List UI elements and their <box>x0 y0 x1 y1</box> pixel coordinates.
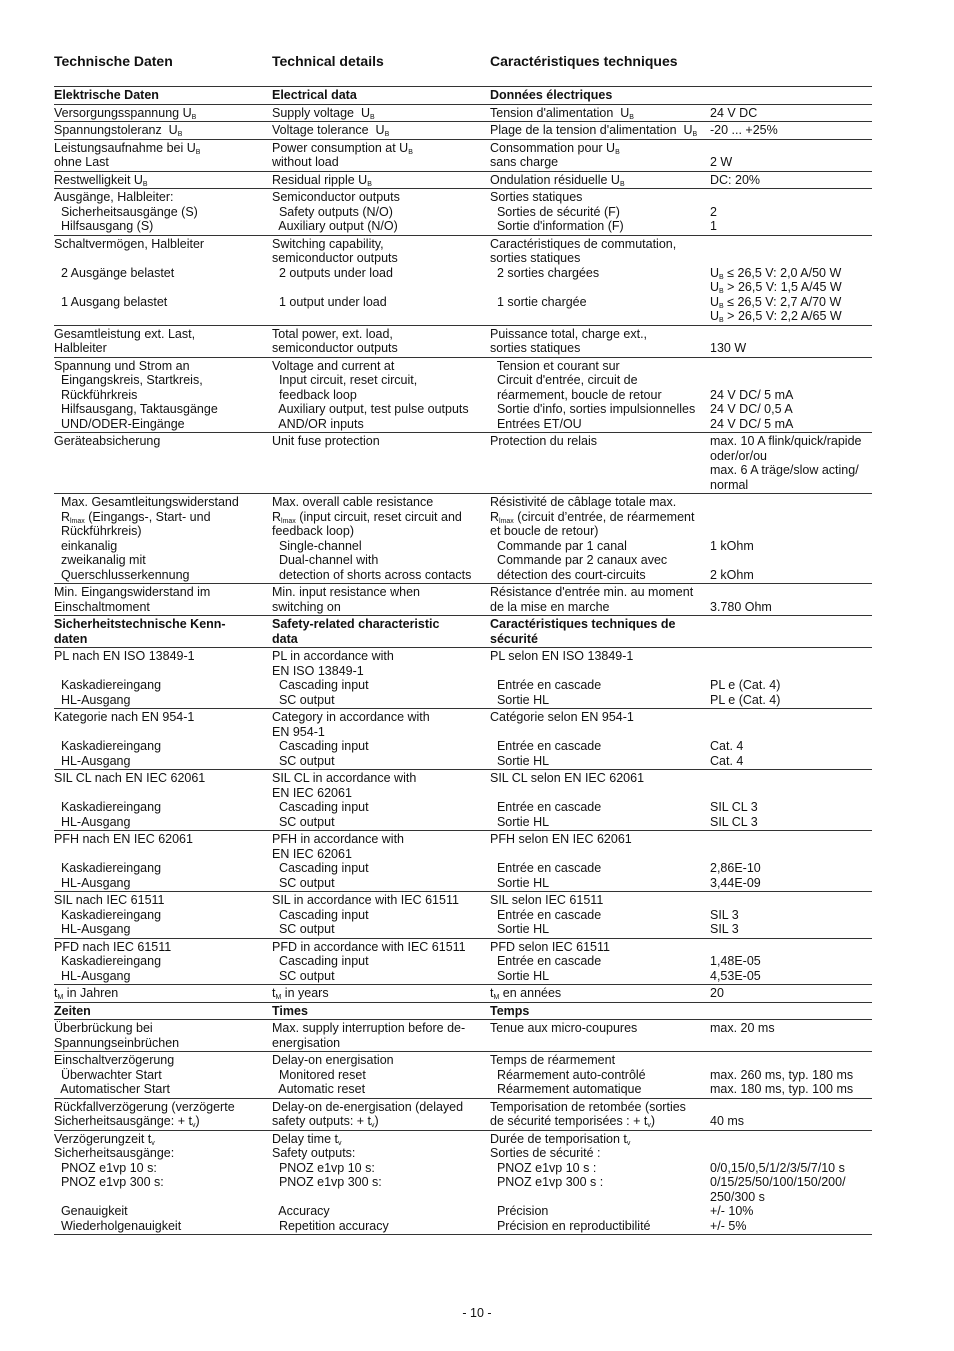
table-row <box>54 1020 872 1052</box>
header-french: Caractéristiques techniques <box>490 53 678 69</box>
cell-french: SIL CL selon EN IEC 62061 Entrée en cascade Sortie HL <box>490 771 645 829</box>
cell-english: SIL in accordance with IEC 61511 Cascading input SC output <box>272 893 459 936</box>
cell-french: PFH selon EN IEC 62061 Entrée en cascade Sortie HL <box>490 832 632 890</box>
table-row <box>54 105 872 123</box>
cell-german: Verzögerungzeit $t_v$ Sicherheitsausgänge: PNOZ e1vp 10 s: PNOZ e1vp 300 s: Genauigkeit Wiederholgenauigkeit <box>54 1131 182 1233</box>
cell-english: Times <box>272 1003 308 1018</box>
cell-value: 0/0,15/0,5/1/2/3/5/7/10 s 0/15/25/50/100/150/200/ 250/300 s +/- 10% +/- 5% <box>710 1160 846 1233</box>
cell-english: Unit fuse protection <box>272 434 380 448</box>
cell-english: Switching capability, semiconductor outputs 2 outputs under load 1 output under load <box>272 236 398 309</box>
cell-value: 1 kOhm 2 kOhm <box>710 538 754 582</box>
cell-value: max. 260 ms, typ. 180 ms max. 180 ms, typ. 100 ms <box>710 1067 854 1096</box>
table-row <box>54 189 872 236</box>
cell-value: Cat. 4 Cat. 4 <box>710 739 744 768</box>
cell-french: $t_M$ en années <box>490 986 562 1001</box>
table-row <box>54 172 872 190</box>
cell-value: 40 ms <box>710 1114 745 1128</box>
cell-english: PL in accordance with EN ISO 13849-1 Cascading input SC output <box>272 649 394 707</box>
table-row <box>54 584 872 616</box>
cell-value <box>710 1004 872 1019</box>
cell-english: SIL CL in accordance with EN IEC 62061 Cascading input SC output <box>272 771 417 829</box>
cell-french: Puissance total, charge ext., sorties statiques <box>490 326 648 355</box>
cell-german: Kategorie nach EN 954-1 Kaskadiereingang HL-Ausgang <box>54 710 195 768</box>
table-row <box>54 1099 872 1131</box>
cell-english: Electrical data <box>272 88 357 102</box>
cell-english: $t_M$ in years <box>272 986 329 1001</box>
table-row <box>54 939 872 986</box>
cell-value: 2 1 <box>710 204 717 233</box>
cell-french: Tension et courant sur Circuit d'entrée, circuit de réarmement, boucle de retour Sortie d'info, sorties impulsionnelles Entrées ET/OU <box>496 358 696 431</box>
section-header-row <box>54 616 872 648</box>
cell-value: DC: 20% <box>710 172 761 187</box>
table-row <box>54 433 872 494</box>
column-headers <box>54 52 872 72</box>
cell-english: Voltage tolerance $U_B$ <box>272 123 390 138</box>
cell-english: Total power, ext. load, semiconductor outputs <box>272 326 398 355</box>
cell-value: $U_B \le 26,5$ V: 2,0 A/50 W $U_B > 26,5$ V: 1,5 A/45 W $U_B \le 26,5$ V: 2,7 A/70 W $U_B > 26,5$ V: 2,2 A/65 W <box>710 265 842 324</box>
cell-french: Ondulation résiduelle $U_B$ <box>490 172 625 187</box>
cell-french: Plage de la tension d'alimentation $U_B$ <box>490 123 698 138</box>
cell-french: SIL selon IEC 61511 Entrée en cascade Sortie HL <box>490 893 604 936</box>
cell-german: PFD nach IEC 61511 Kaskadiereingang HL-Ausgang <box>54 939 172 983</box>
cell-german: Geräteabsicherung <box>54 434 161 448</box>
cell-german: PFH nach EN IEC 62061 Kaskadiereingang HL-Ausgang <box>54 832 193 890</box>
cell-value <box>710 88 872 103</box>
table-row <box>54 326 872 358</box>
cell-french: PFD selon IEC 61511 Entrée en cascade Sortie HL <box>490 939 610 983</box>
cell-french: Caractéristiques de commutation, sorties statiques 2 sorties chargées 1 sortie chargée <box>490 236 677 309</box>
cell-french: Temps <box>490 1003 530 1018</box>
page-number: - 10 - <box>462 1306 492 1320</box>
cell-german: Restwelligkeit $U_B$ <box>54 172 148 187</box>
cell-german: Überbrückung bei Spannungseinbrüchen <box>54 1021 180 1050</box>
cell-english: Delay-on energisation Monitored reset Automatic reset <box>272 1053 394 1096</box>
cell-value: 1,48E-05 4,53E-05 <box>710 954 761 983</box>
cell-french: Données électriques <box>490 88 613 102</box>
cell-german: Spannungstoleranz $U_B$ <box>54 123 183 138</box>
cell-french: Tension d'alimentation $U_B$ <box>490 105 634 120</box>
cell-english: PFD in accordance with IEC 61511 Cascading input SC output <box>272 939 466 983</box>
cell-german: Leistungsaufnahme bei $U_B$ ohne Last <box>54 140 201 169</box>
cell-english: Max. supply interruption before de- energisation <box>272 1021 466 1050</box>
cell-german: Rückfallverzögerung (verzögerte Sicherheitsausgänge: + $t_v$) <box>54 1099 235 1129</box>
header-english: Technical details <box>272 53 384 69</box>
cell-english: Min. input resistance when switching on <box>272 585 420 614</box>
cell-german: Versorgungsspannung $U_B$ <box>54 105 197 120</box>
cell-french: Catégorie selon EN 954-1 Entrée en cascade Sortie HL <box>490 710 634 768</box>
cell-german: SIL CL nach EN IEC 62061 Kaskadiereingang HL-Ausgang <box>54 771 206 829</box>
cell-english: Power consumption at $U_B$ without load <box>272 140 413 169</box>
table-row <box>54 122 872 140</box>
cell-german: Gesamtleistung ext. Last, Halbleiter <box>54 326 196 355</box>
cell-german: Zeiten <box>54 1003 91 1018</box>
cell-german: SIL nach IEC 61511 Kaskadiereingang HL-Ausgang <box>54 893 165 936</box>
cell-french: Tenue aux micro-coupures <box>490 1021 638 1035</box>
cell-german: Ausgänge, Halbleiter: Sicherheitsausgänge (S) Hilfsausgang (S) <box>54 190 198 233</box>
cell-german: Min. Eingangswiderstand im Einschaltmoment <box>54 585 211 614</box>
cell-value: 24 V DC <box>710 105 758 120</box>
cell-french: Résistivité de câblage totale max. $R_{lmax}$ (circuit d’entrée, de réarmement et boucle de retour) Commande par 1 canal Commande par 2 canaux avec détection des court-circuits <box>490 495 695 582</box>
cell-english: Delay-on de-energisation (delayed safety outputs: + $t_v$) <box>272 1099 464 1129</box>
table-row <box>54 770 872 831</box>
table-row <box>54 358 872 434</box>
cell-french: PL selon EN ISO 13849-1 Entrée en cascade Sortie HL <box>490 649 634 707</box>
cell-value: 3.780 Ohm <box>710 599 772 614</box>
cell-english: Voltage and current at Input circuit, reset circuit, feedback loop Auxiliary output, test pulse outputs AND/OR inputs <box>272 358 469 431</box>
cell-english: Safety-related characteristic data <box>272 617 440 646</box>
cell-english: Delay time $t_v$ Safety outputs: PNOZ e1vp 10 s: PNOZ e1vp 300 s: Accuracy Repetition accuracy <box>272 1131 389 1233</box>
cell-french: Caractéristiques techniques de sécurité <box>490 617 676 646</box>
cell-german: PL nach EN ISO 13849-1 Kaskadiereingang HL-Ausgang <box>54 649 195 707</box>
cell-value: max. 10 A flink/quick/rapide oder/or/ou max. 6 A träge/slow acting/ normal <box>710 434 862 492</box>
technical-data-table <box>54 86 872 1235</box>
cell-french: Résistance d'entrée min. au moment de la mise en marche <box>490 585 694 614</box>
table-row <box>54 985 872 1003</box>
cell-french: Temps de réarmement Réarmement auto-contrôlé Réarmement automatique <box>490 1053 646 1096</box>
section-header-row <box>54 87 872 105</box>
table-row <box>54 140 872 172</box>
table-row <box>54 236 872 326</box>
cell-german: Max. Gesamtleitungswiderstand $R_{lmax}$ (Eingangs-, Start- und Rückführkreis) einkanalig zweikanalig mit Querschlusserkennung <box>60 495 239 582</box>
cell-french: Sorties statiques Sorties de sécurité (F) Sortie d'information (F) <box>490 190 624 233</box>
table-row <box>54 831 872 892</box>
table-row <box>54 494 872 584</box>
cell-french: Consommation pour $U_B$ sans charge <box>490 140 620 169</box>
cell-english: Max. overall cable resistance $R_{lmax}$ (input circuit, reset circuit and feedback loop) Single-channel Dual-channel with detection of shorts across contacts <box>272 495 472 582</box>
cell-german: $t_M$ in Jahren <box>54 986 119 1001</box>
table-row <box>54 648 872 709</box>
cell-french: Durée de temporisation $t_v$ Sorties de sécurité : PNOZ e1vp 10 s : PNOZ e1vp 300 s : Précision Précision en reproductibilité <box>490 1131 651 1233</box>
section-header-row <box>54 1003 872 1021</box>
cell-value: 2,86E-10 3,44E-09 <box>710 861 761 890</box>
table-row <box>54 1052 872 1099</box>
table-row <box>54 709 872 770</box>
cell-french: Protection du relais <box>490 434 598 448</box>
table-row <box>54 1131 872 1236</box>
cell-english: PFH in accordance with EN IEC 62061 Cascading input SC output <box>272 832 405 890</box>
cell-value: PL e (Cat. 4) PL e (Cat. 4) <box>710 678 781 707</box>
header-german: Technische Daten <box>54 53 173 69</box>
cell-french: Temporisation de retombée (sorties de sécurité temporisées : + $t_v$) <box>490 1099 686 1129</box>
cell-value: 2 W <box>710 155 733 169</box>
cell-value: SIL 3 SIL 3 <box>710 907 739 936</box>
cell-german: Einschaltverzögerung Überwachter Start Automatischer Start <box>54 1053 175 1096</box>
cell-german: Schaltvermögen, Halbleiter 2 Ausgänge belastet 1 Ausgang belastet <box>54 236 205 309</box>
cell-german: Spannung und Strom an Eingangskreis, Startkreis, Rückführkreis Hilfsausgang, Taktausgänge UND/ODER-Eingänge <box>54 358 218 431</box>
cell-english: Semiconductor outputs Safety outputs (N/O) Auxiliary output (N/O) <box>272 190 400 233</box>
cell-english: Category in accordance with EN 954-1 Cascading input SC output <box>272 710 430 768</box>
cell-value: 20 <box>710 986 724 1000</box>
cell-english: Supply voltage $U_B$ <box>272 105 375 120</box>
cell-german: Elektrische Daten <box>54 88 159 102</box>
cell-value: 130 W <box>710 341 747 355</box>
cell-value: max. 20 ms <box>710 1021 775 1035</box>
cell-value: SIL CL 3 SIL CL 3 <box>710 800 758 829</box>
cell-value: 24 V DC/ 5 mA 24 V DC/ 0,5 A 24 V DC/ 5 mA <box>710 387 794 431</box>
cell-value: -20 ... +25% <box>710 123 778 137</box>
table-row <box>54 892 872 939</box>
cell-german: Sicherheitstechnische Kenn- daten <box>54 617 226 646</box>
cell-value <box>710 617 872 646</box>
cell-english: Residual ripple $U_B$ <box>272 172 372 187</box>
